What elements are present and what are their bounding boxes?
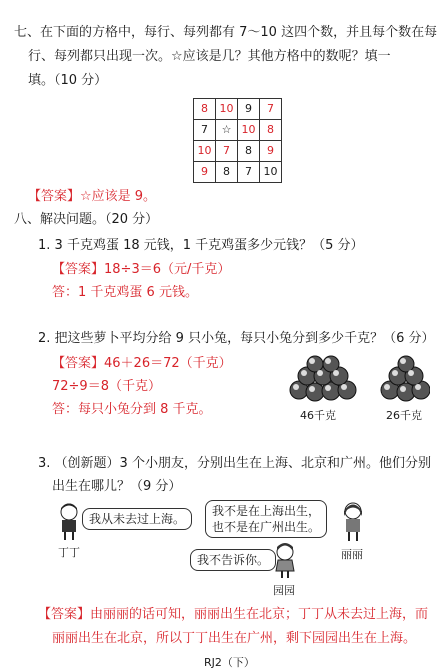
grid-cell: 8: [238, 141, 260, 162]
grid-cell: 7: [194, 120, 216, 141]
p3-question-line1: 3. （创新题）3 个小朋友，分别出生在上海、北京和广州。他们分别: [38, 456, 431, 471]
p3-answer-line1: 【答案】由丽丽的话可知，丽丽出生在北京；丁丁从未去过上海，而: [38, 607, 429, 622]
number-grid: [193, 98, 282, 183]
pile-2-label: 26千克: [386, 409, 422, 422]
lili-bubble-line1: 我不是在上海出生，: [212, 504, 321, 518]
grid-cell: 9: [260, 141, 282, 162]
q7-text-line3: 填。（10 分）: [28, 73, 108, 88]
p2-answer-text: 答：每只小兔分到 8 千克。: [52, 402, 212, 417]
grid-cell: 10: [238, 120, 260, 141]
q7-answer: 【答案】☆应该是 9。: [28, 189, 157, 204]
dingding-name: 丁丁: [58, 546, 80, 559]
grid-row: [194, 162, 282, 183]
q8-heading: 八、解决问题。（20 分）: [14, 212, 159, 227]
grid-cell: 10: [194, 141, 216, 162]
lili-bubble-line2: 也不是在广州出生。: [212, 520, 321, 534]
answer-label: 【答案】: [52, 356, 105, 371]
grid-cell: 7: [216, 141, 238, 162]
answer-label: 【答案】: [52, 262, 105, 277]
grid-cell: 7: [260, 99, 282, 120]
p1-expr: 18÷3＝6（元/千克）: [104, 262, 231, 277]
p3-answer-line2: 丽丽出生在北京，所以丁丁出生在广州，剩下园园出生在上海。: [52, 631, 417, 646]
q7-text-line2: 行、每列都只出现一次。☆应该是几？其他方格中的数呢？填一: [28, 49, 391, 64]
yuanyuan-name: 园园: [273, 584, 295, 597]
p1-answer-expression: [52, 261, 230, 279]
star-cell: ☆: [216, 120, 238, 141]
p2-answer-expression1: [52, 355, 232, 373]
p1-answer-text: 答：1 千克鸡蛋 6 元钱。: [52, 285, 198, 300]
grid-cell: 9: [194, 162, 216, 183]
q7-text-line1: 七、在下面的方格中，每行、每列都有 7～10 这四个数，并且每个数在每: [14, 25, 438, 40]
lili-speech-bubble: [205, 500, 327, 538]
grid-cell: 8: [216, 162, 238, 183]
radish-pile-1-image: [285, 354, 363, 404]
grid-cell: 9: [238, 99, 260, 120]
dingding-speech-bubble: 我从未去过上海。: [82, 508, 192, 530]
grid-row: [194, 141, 282, 162]
grid-cell: 10: [260, 162, 282, 183]
p2-answer-expression2: 72÷9＝8（千克）: [52, 379, 161, 394]
grid-row: [194, 120, 282, 141]
dingding-figure-image: [56, 503, 82, 541]
radish-pile-2-image: [378, 354, 430, 404]
p2-expr1: 46＋26＝72（千克）: [104, 356, 232, 371]
lili-name: 丽丽: [341, 548, 363, 561]
pile-1-label: 46千克: [300, 409, 336, 422]
grid-cell: 8: [194, 99, 216, 120]
grid-cell: 10: [216, 99, 238, 120]
page-footer: RJ2（下）: [204, 656, 255, 669]
p2-question: 2. 把这些萝卜平均分给 9 只小兔，每只小兔分到多少千克？（6 分）: [38, 331, 435, 346]
yuanyuan-speech-bubble: 我不告诉你。: [190, 549, 276, 571]
lili-figure-image: [340, 502, 366, 542]
p3-question-line2: 出生在哪儿？（9 分）: [52, 479, 182, 494]
grid-row: [194, 99, 282, 120]
grid-cell: 8: [260, 120, 282, 141]
grid-cell: 7: [238, 162, 260, 183]
yuanyuan-figure-image: [273, 543, 297, 579]
p1-question: 1. 3 千克鸡蛋 18 元钱，1 千克鸡蛋多少元钱？（5 分）: [38, 238, 364, 253]
